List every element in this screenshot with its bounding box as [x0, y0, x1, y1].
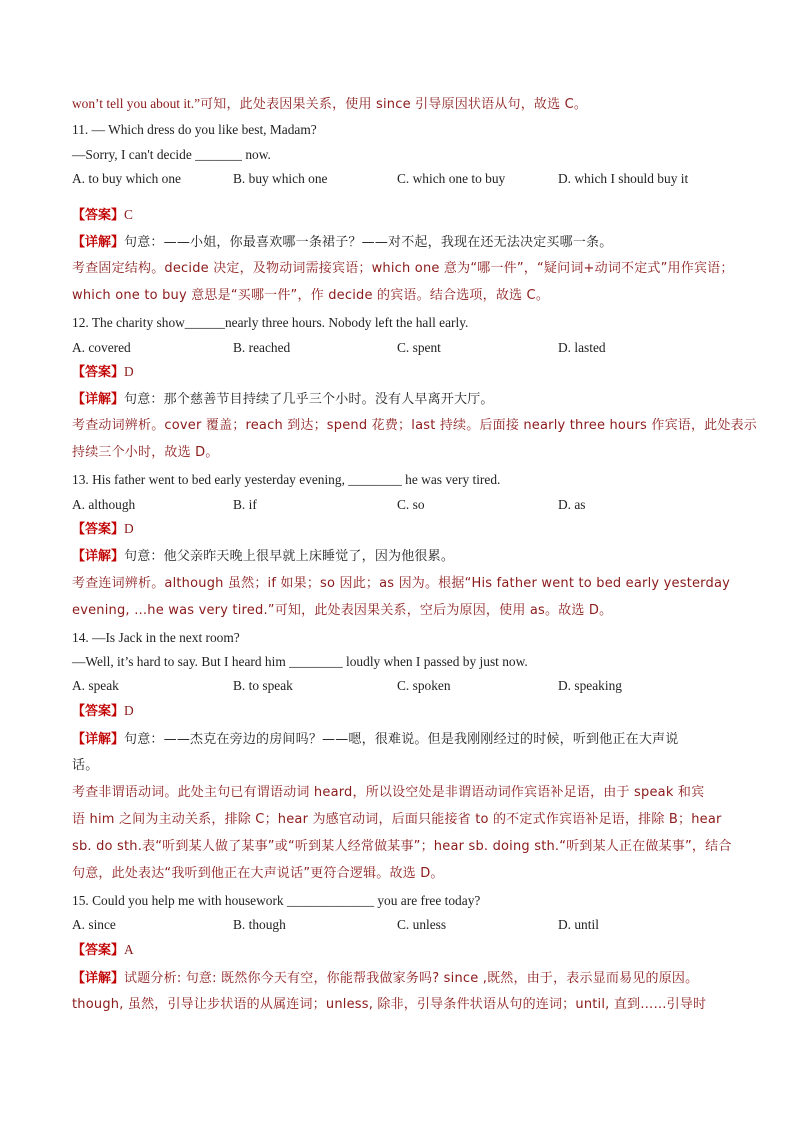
question-11-answer — [72, 206, 133, 225]
question-11-detail-3: which one to buy 意思是“买哪一件”，作 decide 的宾语。结合选项，故选 C。 — [72, 288, 550, 303]
detail-tag: 【详解】 — [72, 235, 125, 250]
detail-tag: 【详解】 — [72, 392, 125, 407]
option-c: C. spent — [397, 340, 441, 355]
option-b: B. buy which one — [233, 171, 328, 186]
question-11-options — [72, 170, 724, 188]
intro-chinese: 可知，此处表因果关系，使用 since 引导原因状语从句，故选 C。 — [200, 97, 588, 112]
question-14-stem-1: 14. —Is Jack in the next room? — [72, 630, 240, 645]
answer-tag: 【答案】 — [72, 704, 125, 719]
intro-line — [72, 95, 587, 114]
question-14-detail-5: sb. do sth.表“听到某人做了某事”或“听到某人经常做某事”；hear sb. doing sth.“听到某人正在做某事”，结合 — [72, 839, 732, 854]
question-13-detail-1 — [72, 547, 454, 566]
answer-tag: 【答案】 — [72, 943, 125, 958]
option-a: A. covered — [72, 340, 131, 355]
question-13-options — [72, 496, 724, 514]
question-15-stem: 15. Could you help me with housework _____________ you are free today? — [72, 893, 481, 908]
question-14-detail-6: 句意，此处表达“我听到他正在大声说话”更符合逻辑。故选 D。 — [72, 866, 444, 881]
option-d: D. lasted — [558, 340, 606, 355]
answer-value: D — [124, 703, 134, 718]
question-12-detail-1 — [72, 390, 494, 409]
detail-tag: 【详解】 — [72, 732, 125, 747]
question-12-detail-3: 持续三个小时，故选 D。 — [72, 445, 219, 460]
option-d: D. as — [558, 497, 586, 512]
answer-tag: 【答案】 — [72, 365, 125, 380]
intro-english: won’t tell you about it.” — [72, 96, 201, 111]
option-a: A. to buy which one — [72, 171, 181, 186]
detail-tag: 【详解】 — [72, 549, 125, 564]
option-d: D. which I should buy it — [558, 171, 689, 186]
question-14-detail-2: 话。 — [72, 758, 99, 773]
question-15-detail-2: though, 虽然，引导让步状语的从属连词；unless, 除非，引导条件状语从句的连词；until, 直到……引导时 — [72, 997, 707, 1012]
answer-value: D — [124, 521, 134, 536]
option-c: C. which one to buy — [397, 171, 506, 186]
question-15-answer — [72, 941, 134, 960]
detail-text: 试题分析: 句意: 既然你今天有空，你能帮我做家务吗? since ,既然，由于，表示显而易见的原因。 — [124, 971, 699, 986]
question-13-answer — [72, 520, 134, 539]
detail-text: 句意：那个慈善节目持续了几乎三个小时。没有人早离开大厅。 — [124, 392, 494, 407]
option-d: D. speaking — [558, 678, 622, 693]
answer-tag: 【答案】 — [72, 208, 125, 223]
question-14-options — [72, 677, 724, 695]
answer-value: C — [124, 207, 133, 222]
question-12-answer — [72, 363, 134, 382]
question-12-detail-2: 考查动词辨析。cover 覆盖；reach 到达；spend 花费；last 持续。后面接 nearly three hours 作宾语，此处表示 — [72, 418, 757, 433]
question-15-options — [72, 916, 724, 934]
option-c: C. so — [397, 497, 425, 512]
question-11-detail-1 — [72, 233, 612, 252]
answer-value: D — [124, 364, 134, 379]
option-b: B. reached — [233, 340, 291, 355]
question-13-detail-3: evening, …he was very tired.”可知，此处表因果关系，空后为原因，使用 as。故选 D。 — [72, 603, 613, 618]
option-c: C. spoken — [397, 678, 451, 693]
question-14-stem-2: —Well, it’s hard to say. But I heard him ________ loudly when I passed by just now. — [72, 654, 528, 669]
detail-text: 句意：——杰克在旁边的房间吗？——嗯，很难说。但是我刚刚经过的时候，听到他正在大声说 — [124, 732, 679, 747]
option-a: A. speak — [72, 678, 119, 693]
option-a: A. since — [72, 917, 116, 932]
answer-tag: 【答案】 — [72, 522, 125, 537]
question-11-detail-2: 考查固定结构。decide 决定，及物动词需接宾语；which one 意为“哪一件”，“疑问词+动词不定式”用作宾语； — [72, 261, 734, 276]
question-12-stem: 12. The charity show______nearly three hours. Nobody left the hall early. — [72, 315, 469, 330]
question-15-detail-1 — [72, 969, 698, 988]
question-11-stem-1: 11. — Which dress do you like best, Madam? — [72, 122, 317, 137]
question-14-answer — [72, 702, 134, 721]
detail-tag: 【详解】 — [72, 971, 125, 986]
detail-text: 句意：他父亲昨天晚上很早就上床睡觉了，因为他很累。 — [124, 549, 455, 564]
option-c: C. unless — [397, 917, 447, 932]
detail-text: 句意：——小姐，你最喜欢哪一条裙子？——对不起，我现在还无法决定买哪一条。 — [124, 235, 613, 250]
option-d: D. until — [558, 917, 599, 932]
question-13-detail-2: 考查连词辨析。although 虽然；if 如果；so 因此；as 因为。根据“His father went to bed early yesterday — [72, 576, 731, 591]
option-b: B. if — [233, 497, 257, 512]
question-14-detail-3: 考查非谓语动词。此处主句已有谓语动词 heard，所以设空处是非谓语动词作宾语补足语，由于 speak 和宾 — [72, 785, 705, 800]
option-b: B. to speak — [233, 678, 293, 693]
question-14-detail-1 — [72, 730, 678, 749]
option-b: B. though — [233, 917, 286, 932]
option-a: A. although — [72, 497, 136, 512]
question-13-stem: 13. His father went to bed early yesterday evening, ________ he was very tired. — [72, 472, 501, 487]
question-11-stem-2: —Sorry, I can't decide _______ now. — [72, 147, 271, 162]
question-14-detail-4: 语 him 之间为主动关系，排除 C；hear 为感官动词，后面只能接省 to 的不定式作宾语补足语，排除 B；hear — [72, 812, 722, 827]
answer-value: A — [124, 942, 134, 957]
question-12-options — [72, 339, 724, 357]
